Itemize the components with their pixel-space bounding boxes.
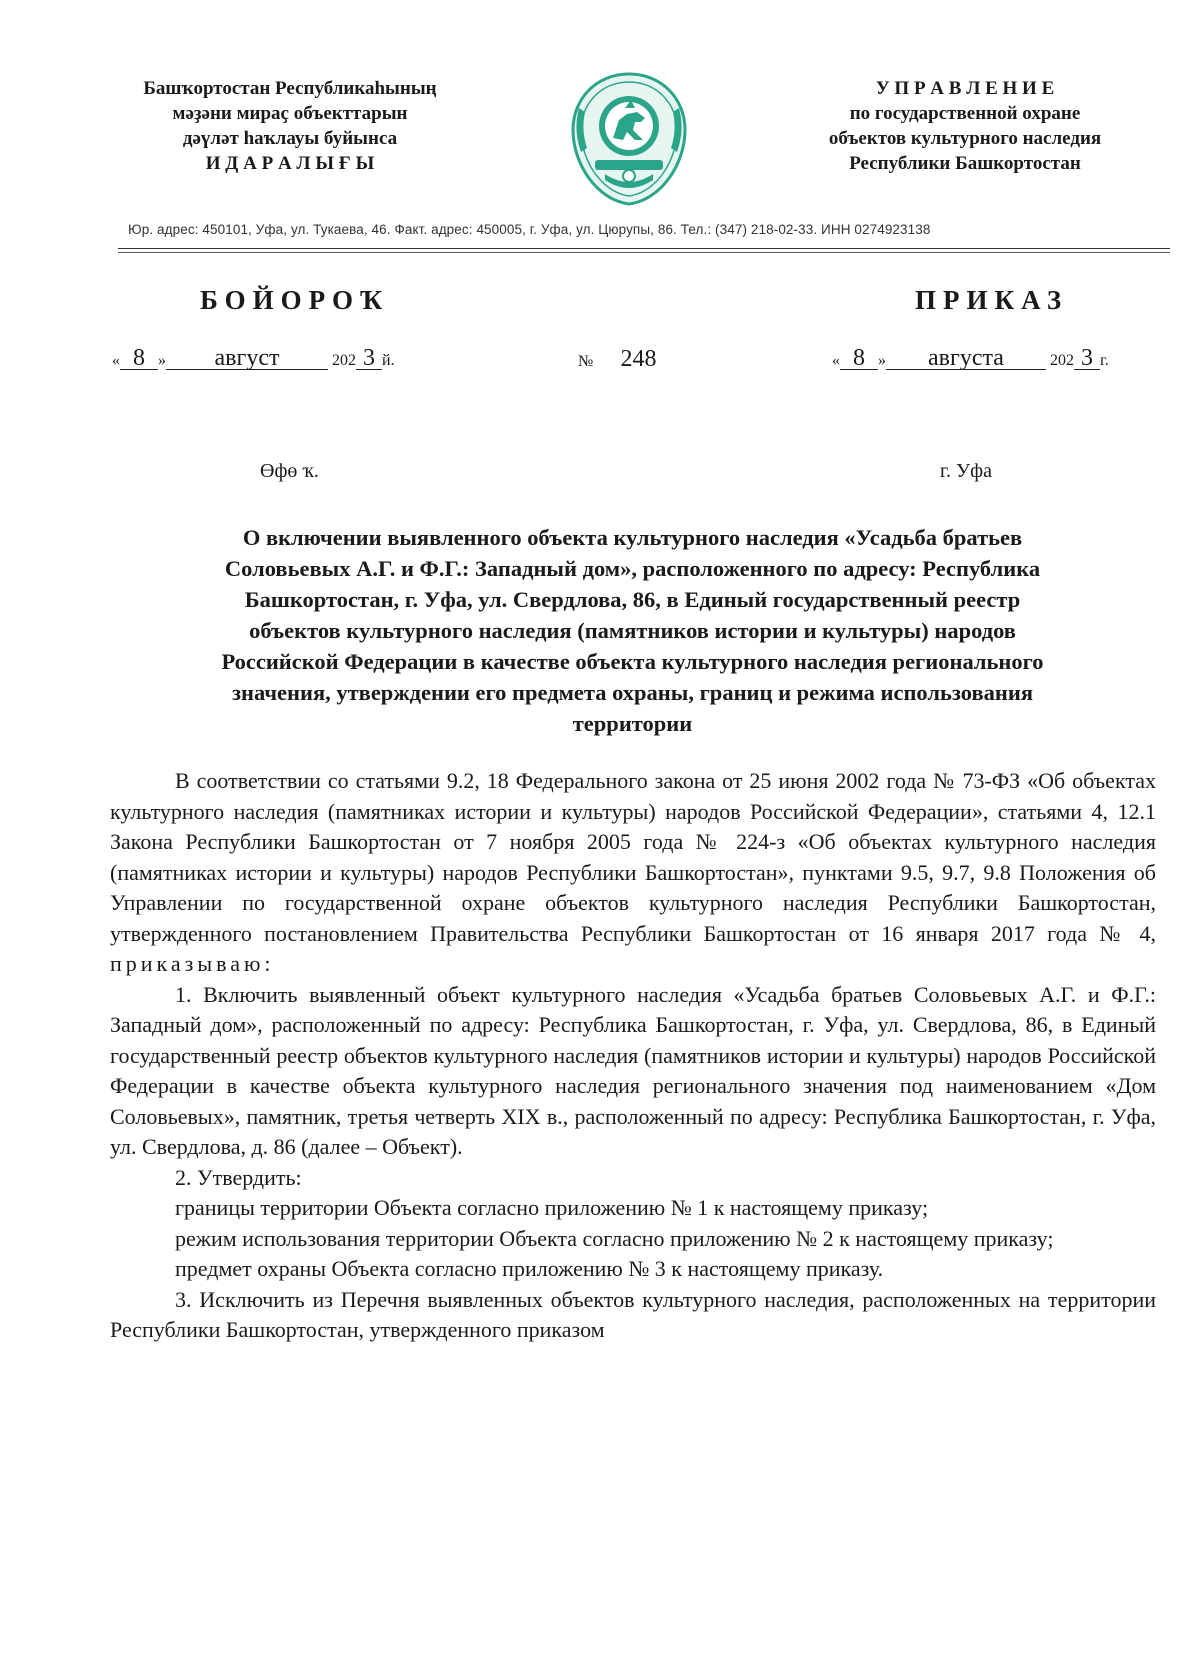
- order-body: [110, 766, 1156, 1346]
- place-russian: г. Уфа: [940, 460, 992, 482]
- header-left-line: дәүләт һаҡлауы буйынса: [182, 128, 398, 149]
- doc-number: [578, 346, 657, 373]
- header-left-line: И Д А Р А Л Ы Ғ Ы: [205, 153, 375, 174]
- date-month: август: [166, 347, 328, 370]
- doc-title-russian: ПРИКАЗ: [915, 285, 1069, 315]
- body-paragraph-regime: режим использования территории Объекта согласно приложению № 2 к настоящему приказу;: [175, 1225, 1054, 1251]
- header-left-line: Башҡортостан Республикаһының: [143, 78, 437, 99]
- date-quote-open: «: [832, 352, 840, 369]
- subject-line: Соловьевых А.Г. и Ф.Г.: Западный дом», расположенного по адресу: Республика: [224, 556, 1041, 581]
- header-left-line: мәҙәни мираҫ объекттарын: [172, 103, 408, 124]
- doc-title-bashkir: БОЙОРОҠ: [200, 285, 390, 315]
- header-right-line: объектов культурного наследия: [828, 128, 1102, 149]
- date-day: 8: [840, 347, 878, 370]
- address-line: Юр. адрес: 450101, Уфа, ул. Тукаева, 46. Факт. адрес: 450005, г. Уфа, ул. Цюрупы, 86. Тел.: (347) 218-02-33. ИНН 0274923138: [128, 222, 931, 237]
- body-paragraph-item-3: 3. Исключить из Перечня выявленных объектов культурного наследия, расположенных на территории Республики Башкортостан, утвержденного приказом: [110, 1286, 1156, 1342]
- subject-line: объектов культурного наследия (памятников истории и культуры) народов: [249, 618, 1016, 643]
- date-day: 8: [120, 347, 158, 370]
- date-quote-close: »: [158, 352, 166, 369]
- date-quote-open: «: [112, 352, 120, 369]
- body-paragraph-protection: предмет охраны Объекта согласно приложению № 3 к настоящему приказу.: [175, 1256, 884, 1281]
- subject-line: О включении выявленного объекта культурного наследия «Усадьба братьев: [242, 525, 1023, 550]
- header-rule: [118, 248, 1170, 249]
- date-month: августа: [886, 347, 1046, 370]
- subject-heading: [110, 522, 1155, 739]
- number-value: 248: [620, 346, 657, 372]
- date-suffix: г.: [1100, 352, 1109, 369]
- date-year-prefix: 202: [332, 352, 356, 369]
- header-left-block: [100, 76, 480, 176]
- date-year-digit: 3: [1074, 347, 1100, 370]
- subject-line: Российской Федерации в качестве объекта культурного наследия регионального: [221, 649, 1044, 674]
- header-right-line: Республики Башкортостан: [849, 153, 1081, 174]
- header-right-block: [775, 76, 1155, 176]
- header-right-line: У П Р А В Л Е Н И Е: [875, 78, 1055, 99]
- header-rule-thin: [118, 252, 1170, 253]
- date-right: [832, 346, 1109, 371]
- body-paragraph-item-2: 2. Утвердить:: [175, 1164, 302, 1190]
- date-suffix: й.: [382, 352, 395, 369]
- body-paragraph-boundaries: границы территории Объекта согласно приложению № 1 к настоящему приказу;: [175, 1195, 929, 1220]
- order-word: приказываю:: [110, 951, 275, 976]
- date-quote-close: »: [878, 352, 886, 369]
- body-paragraph-item-1: 1. Включить выявленный объект культурного наследия «Усадьба братьев Соловьевых А.Г. и Ф.Г.: Западный дом», расположенный по адресу: Республика Башкортостан, г. Уфа, ул. Свердлова, 86, в Единый государственный реестр объектов культурного наследия (памятников истории и культуры) народов Российской Федерации в качестве объекта культурного наследия регионального значения под наименованием «Дом Соловьевых», памятник, третья четверть XIX в., расположенный по адресу: Республика Башкортостан, г. Уфа, ул. Свердлова, д. 86 (далее – Объект).: [110, 981, 1156, 1159]
- subject-line: территории: [572, 711, 693, 736]
- place-bashkir: Өфө ҡ.: [260, 460, 319, 482]
- body-paragraph-preamble: [110, 766, 1156, 980]
- subject-line: значения, утверждении его предмета охраны, границ и режима использования: [231, 680, 1033, 705]
- date-left: [112, 346, 395, 371]
- subject-line: Башкортостан, г. Уфа, ул. Свердлова, 86, в Единый государственный реестр: [244, 587, 1021, 612]
- header-right-line: по государственной охране: [849, 103, 1081, 124]
- number-sign: №: [578, 353, 594, 370]
- date-year-prefix: 202: [1050, 352, 1074, 369]
- preamble-text: В соответствии со статьями 9.2, 18 Федерального закона от 25 июня 2002 года № 73-ФЗ «Об объектах культурного наследия (памятниках истории и культуры) народов Российской Федерации», статьями 4, 12.1 Закона Республики Башкортостан от 7 ноября 2005 года № 224-з «Об объектах культурного наследия (памятниках истории и культуры) народов Республики Башкортостан», пунктами 9.5, 9.7, 9.8 Положения об Управлении по государственной охране объектов культурного наследия Республики Башкортостан, утвержденного постановлением Правительства Республики Башкортостан от 16 января 2017 года № 4,: [110, 768, 1156, 946]
- coat-of-arms-icon: [565, 68, 693, 208]
- date-year-digit: 3: [356, 347, 382, 370]
